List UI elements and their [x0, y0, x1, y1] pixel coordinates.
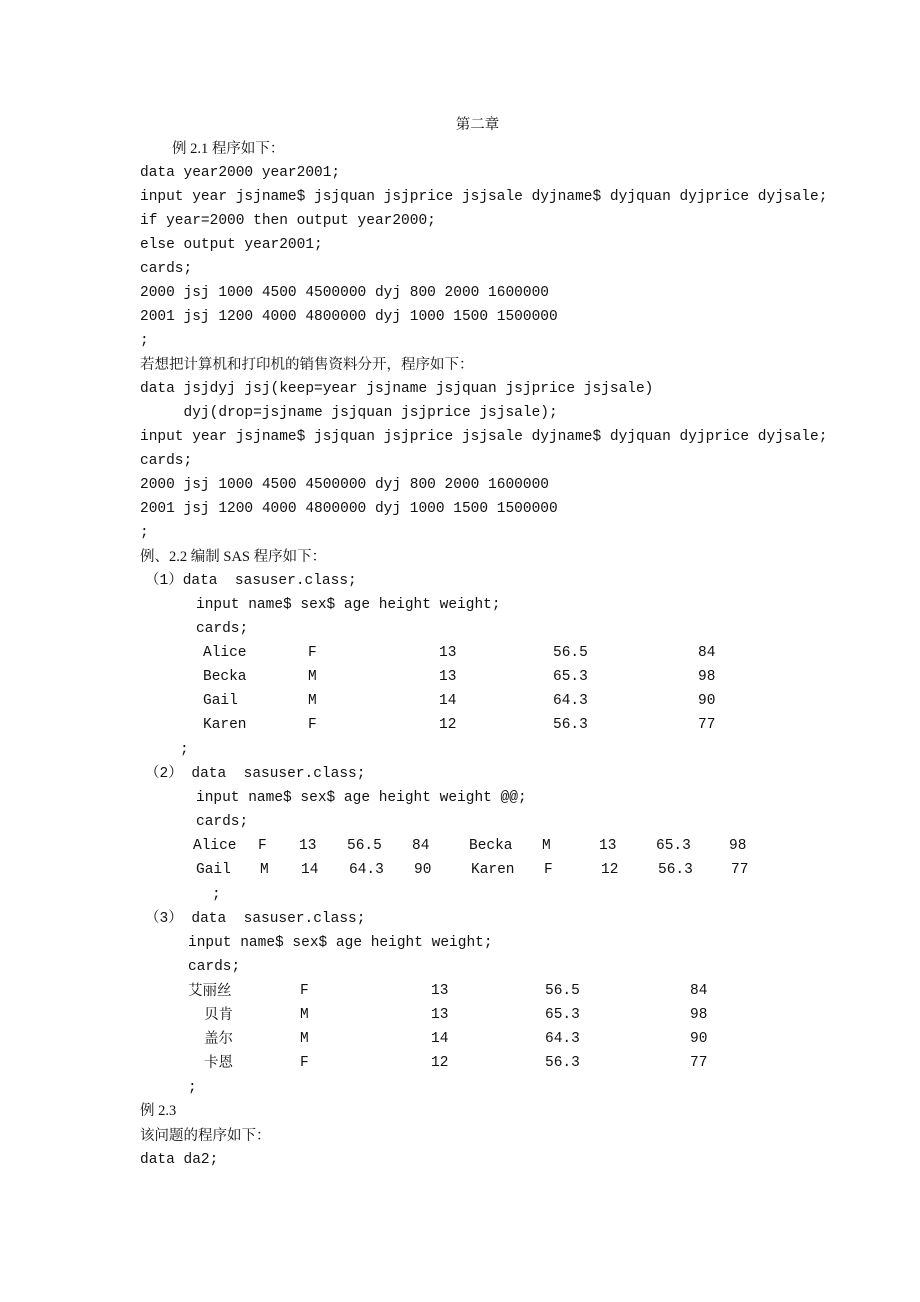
ex22-intro: 例、2.2 编制 SAS 程序如下： [140, 549, 327, 565]
part3-input: input name$ sex$ age height weight; [188, 935, 493, 951]
ex21-note: 若想把计算机和打印机的销售资料分开，程序如下： [140, 357, 474, 373]
ex21-intro: 例 2.1 程序如下： [172, 141, 285, 157]
code-line: ; [140, 525, 149, 541]
ex23-note: 该问题的程序如下： [140, 1128, 271, 1144]
code-line: 2000 jsj 1000 4500 4500000 dyj 800 2000 1600000 [140, 285, 549, 301]
part2-end: ; [212, 887, 221, 903]
code-line: else output year2001; [140, 237, 323, 253]
part3-end: ; [188, 1080, 197, 1096]
code-line: cards; [140, 453, 193, 469]
code-line: data da2; [140, 1152, 219, 1168]
code-line: dyj(drop=jsjname jsjquan jsjprice jsjsale); [140, 405, 558, 421]
code-line: 2001 jsj 1200 4000 4800000 dyj 1000 1500 1500000 [140, 309, 558, 325]
code-line: input year jsjname$ jsjquan jsjprice jsjsale dyjname$ dyjquan dyjprice dyjsale; [140, 429, 828, 445]
part3-cards: cards; [188, 959, 241, 975]
part3-label: （3） data sasuser.class; [145, 911, 366, 927]
part1-end: ; [180, 742, 189, 758]
part2-label: （2） data sasuser.class; [145, 766, 366, 782]
code-line: data jsjdyj jsj(keep=year jsjname jsjquan jsjprice jsjsale) [140, 381, 654, 397]
code-line: 2001 jsj 1200 4000 4800000 dyj 1000 1500 1500000 [140, 501, 558, 517]
code-line: input year jsjname$ jsjquan jsjprice jsjsale dyjname$ dyjquan dyjprice dyjsale; [140, 189, 828, 205]
code-line: data year2000 year2001; [140, 165, 341, 181]
code-line: if year=2000 then output year2000; [140, 213, 436, 229]
code-line: 2000 jsj 1000 4500 4500000 dyj 800 2000 1600000 [140, 477, 549, 493]
code-line: ; [140, 333, 149, 349]
document-page: 第二章 例 2.1 程序如下： data year2000 year2001; input year jsjname$ jsjquan jsjprice jsjsale dyjname$ dyjquan dyjprice dyjsale; if year=2000 then output year2000; else output year2001; cards; 2000 jsj 1000 4500 4500000 dyj 800 2000 1600000 2001 jsj 1200 4000 4800000 dyj 1000 1500 1500000 ; 若想把计算机和打印机的销售资料分开，程序如下： data jsjdyj jsj(keep=year jsjname jsjquan jsjprice jsjsale) dyj(drop=jsjname jsjquan jsjprice jsjsale); input year jsjname$ jsjquan jsjprice jsjsale dyjname$ dyjquan dyjprice dyjsale; cards; 2000 jsj 1000 4500 4500000 dyj 800 2000 1600000 2001 jsj 1200 4000 4800000 dyj 1000 1500 1500000 ; 例、2.2 编制 SAS 程序如下： （1）data sasuser.class; input name$ sex$ age height weight; cards; Alice F 13 56.5 84 Becka M 13 65.3 98 Gail M 14 64.3 90 Karen F 12 56.3 77 ; （2） data sasuser.class; input name$ sex$ age height weight @@; cards; Alice F 13 56.5 84 Becka M 13 65.3 98 Gail M 14 64.3 90 Karen F 12 56.3 77 ; （3） data sasuser.class; input name$ sex$ age height weight; cards; 艾丽丝 F 13 56.5 84 贝肯 M 13 65.3 98 盖尔 M 14 64.3 90 卡恩 F 12 56.3 77 ; 例 2.3 该问题的程序如下： data da2; [0, 0, 920, 1302]
code-line: cards; [140, 261, 193, 277]
part1-cards: cards; [196, 621, 249, 637]
part1-input: input name$ sex$ age height weight; [196, 597, 501, 613]
part1-label: （1）data sasuser.class; [145, 573, 357, 589]
chapter-heading: 第二章 [455, 117, 500, 133]
part2-input: input name$ sex$ age height weight @@; [196, 790, 527, 806]
part2-cards: cards; [196, 814, 249, 830]
ex23-intro: 例 2.3 [140, 1103, 177, 1119]
